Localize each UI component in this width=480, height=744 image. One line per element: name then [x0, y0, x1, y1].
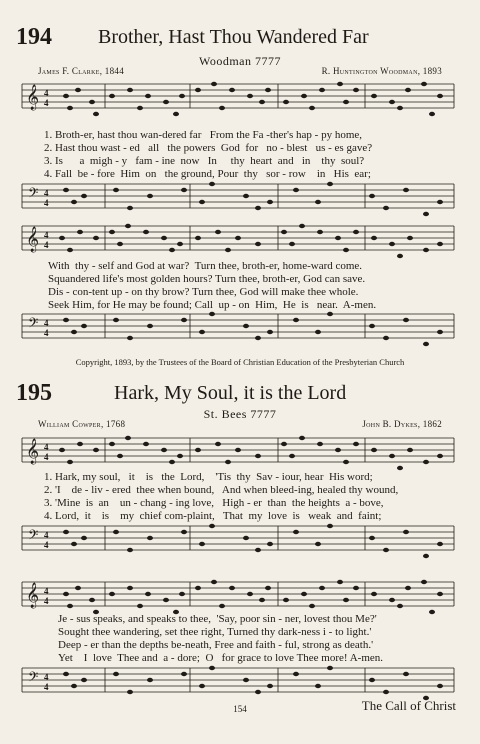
- svg-text:𝄞: 𝄞: [26, 85, 40, 110]
- svg-text:4: 4: [44, 328, 49, 338]
- svg-text:4: 4: [44, 586, 49, 596]
- verse-line: 2. 'I de - liv - ered thee when bound, And when bleed-ing, healed thy wound,: [44, 484, 399, 496]
- svg-text:4: 4: [44, 442, 49, 452]
- verse-line: 3. 'Mine is an un - chang - ing love, High - er than the heights a - bove,: [44, 497, 384, 509]
- verse-line: Squandered life's most golden hours? Turn thee, broth-er, God can save.: [48, 273, 366, 285]
- tune-name: Woodman 7777: [198, 54, 282, 68]
- hymn-number: 194: [16, 24, 52, 50]
- svg-text:4: 4: [44, 88, 49, 98]
- svg-text:4: 4: [44, 530, 49, 540]
- svg-text:4: 4: [44, 98, 49, 108]
- svg-text:4: 4: [44, 540, 49, 550]
- hymn-number: 195: [16, 380, 52, 406]
- music-staff: [0, 176, 480, 221]
- verse-line: Yet I love Thee and a - dore; O for grace to love Thee more! A-men.: [58, 652, 384, 664]
- copyright-notice: Copyright, 1893, by the Trustees of the Board of Christian Education of the Presbyterian Church: [75, 357, 405, 367]
- verse-line: 2. Hast thou wast - ed all the powers God for no - blest us - es gave?: [44, 142, 373, 154]
- hymn-title: Hark, My Soul, it is the Lord: [114, 382, 347, 404]
- svg-text:𝄢: 𝄢: [28, 315, 39, 334]
- verse-line: 4. Fall be - fore Him on the ground, Pour thy sor - row in His ear;: [44, 168, 371, 180]
- page-number: 154: [233, 704, 247, 714]
- svg-text:𝄞: 𝄞: [26, 227, 40, 252]
- music-staff: [0, 306, 480, 351]
- music-staff: [0, 74, 480, 129]
- svg-text:4: 4: [44, 188, 49, 198]
- music-credit: John B. Dykes, 1862: [362, 419, 442, 429]
- svg-text:𝄞: 𝄞: [26, 439, 40, 464]
- verse-line: Dis - con-tent up - on thy brow? Turn thee, God will make thee whole.: [48, 286, 359, 298]
- text-credit: James F. Clarke, 1844: [38, 66, 125, 76]
- svg-text:4: 4: [44, 672, 49, 682]
- music-credit: R. Huntington Woodman, 1893: [321, 66, 442, 76]
- verse-line: Deep - er than the depths be-neath, Free and faith - ful, strong as death.': [58, 639, 374, 651]
- verse-line: Sought thee wandering, set thee right, Turned thy dark-ness i - to light.': [58, 626, 372, 638]
- svg-text:𝄢: 𝄢: [28, 669, 39, 688]
- svg-text:𝄢: 𝄢: [28, 527, 39, 546]
- svg-text:4: 4: [44, 230, 49, 240]
- svg-text:4: 4: [44, 682, 49, 692]
- hymn-title: Brother, Hast Thou Wandered Far: [98, 26, 369, 48]
- svg-text:4: 4: [44, 596, 49, 606]
- music-staff: [0, 518, 480, 563]
- svg-text:4: 4: [44, 318, 49, 328]
- svg-text:𝄢: 𝄢: [28, 185, 39, 204]
- verse-line: 1. Hark, my soul, it is the Lord, 'Tis thy Sav - iour, hear His word;: [44, 471, 373, 483]
- verse-line: 1. Broth-er, hast thou wan-dered far From the Fa -ther's hap - py home,: [44, 129, 363, 141]
- tune-name: St. Bees 7777: [203, 407, 277, 421]
- svg-text:4: 4: [44, 452, 49, 462]
- svg-text:𝄞: 𝄞: [26, 583, 40, 608]
- svg-text:4: 4: [44, 198, 49, 208]
- section-title: The Call of Christ: [361, 698, 456, 713]
- verse-line: Seek Him, for He may be found; Call up - on Him, He is near. A-men.: [48, 299, 377, 311]
- svg-text:4: 4: [44, 240, 49, 250]
- text-credit: William Cowper, 1768: [38, 419, 126, 429]
- verse-line: 4. Lord, it is my chief com-plaint, That my love is weak and faint;: [44, 510, 382, 522]
- verse-line: With thy - self and God at war? Turn thee, broth-er, home-ward come.: [48, 260, 363, 272]
- verse-line: 3. Is a migh - y fam - ine now In thy heart and in thy soul?: [44, 155, 365, 167]
- verse-line: Je - sus speaks, and speaks to thee, 'Say, poor sin - ner, lovest thou Me?': [58, 613, 377, 625]
